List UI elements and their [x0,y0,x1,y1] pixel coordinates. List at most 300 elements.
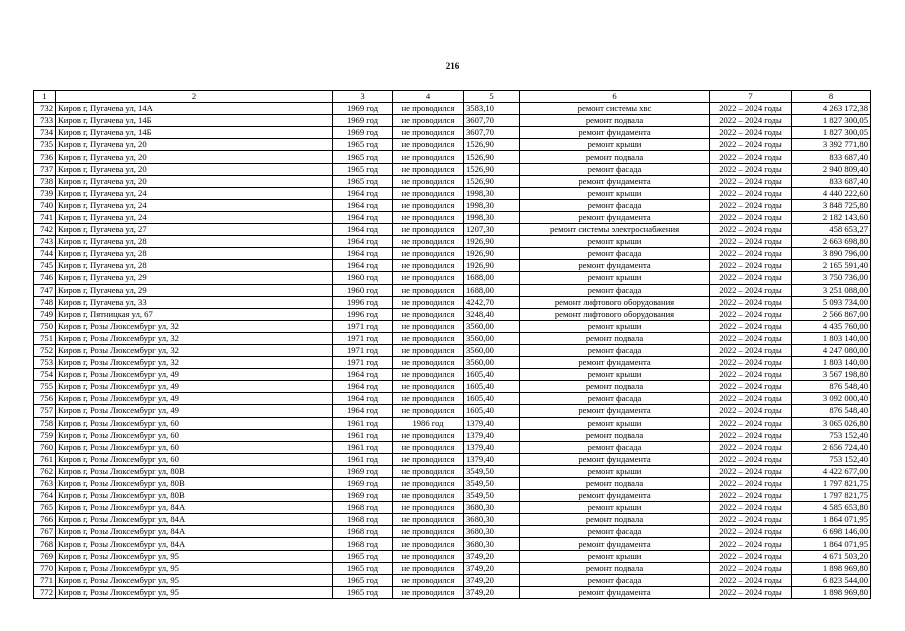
cell-work-type: ремонт подвала [520,381,710,393]
cell-construction-year: 1961 год [333,417,393,429]
cell-address: Киров г, Розы Люксембург ул, 49 [56,405,333,417]
table-row [34,550,871,562]
cell-period: 2022 – 2024 годы [710,139,792,151]
cell-last-overhaul-year: не проводился [393,381,464,393]
cell-work-type: ремонт подвала [520,115,710,127]
cell-cost: 2 940 809,40 [792,163,871,175]
table-row [34,490,871,502]
cell-construction-year: 1968 год [333,502,393,514]
cell-period: 2022 – 2024 годы [710,103,792,115]
cell-last-overhaul-year: не проводился [393,490,464,502]
table-row [34,187,871,199]
table-row [34,538,871,550]
cell-row-number: 760 [34,441,56,453]
table-row [34,163,871,175]
cell-work-type: ремонт крыши [520,187,710,199]
cell-address: Киров г, Пугачева ул, 14Б [56,115,333,127]
cell-cost: 3 251 088,00 [792,284,871,296]
cell-period: 2022 – 2024 годы [710,381,792,393]
cell-area: 3560,00 [464,357,520,369]
cell-period: 2022 – 2024 годы [710,115,792,127]
cell-address: Киров г, Розы Люксембург ул, 80В [56,465,333,477]
cell-last-overhaul-year: не проводился [393,224,464,236]
table-row [34,308,871,320]
cell-period: 2022 – 2024 годы [710,526,792,538]
cell-cost: 2 656 724,40 [792,441,871,453]
cell-address: Киров г, Пугачева ул, 20 [56,151,333,163]
column-number-2: 2 [56,91,333,103]
cell-cost: 3 848 725,80 [792,199,871,211]
cell-construction-year: 1969 год [333,115,393,127]
cell-construction-year: 1996 год [333,296,393,308]
column-number-8: 8 [792,91,871,103]
cell-cost: 2 566 867,00 [792,308,871,320]
cell-area: 1998,30 [464,187,520,199]
cell-row-number: 744 [34,248,56,260]
cell-last-overhaul-year: не проводился [393,538,464,550]
table-row [34,103,871,115]
table-row [34,236,871,248]
cell-last-overhaul-year: не проводился [393,369,464,381]
cell-address: Киров г, Розы Люксембург ул, 84А [56,502,333,514]
cell-area: 3560,00 [464,320,520,332]
cell-address: Киров г, Розы Люксембург ул, 32 [56,357,333,369]
table-row [34,211,871,223]
cell-last-overhaul-year: не проводился [393,586,464,598]
cell-construction-year: 1964 год [333,236,393,248]
cell-work-type: ремонт крыши [520,465,710,477]
cell-address: Киров г, Розы Люксембург ул, 95 [56,574,333,586]
cell-period: 2022 – 2024 годы [710,393,792,405]
cell-period: 2022 – 2024 годы [710,417,792,429]
cell-period: 2022 – 2024 годы [710,163,792,175]
table-row [34,139,871,151]
repair-register-table [33,90,871,599]
cell-cost: 2 663 698,80 [792,236,871,248]
cell-address: Киров г, Розы Люксембург ул, 80В [56,478,333,490]
cell-area: 3560,00 [464,344,520,356]
cell-last-overhaul-year: не проводился [393,478,464,490]
cell-last-overhaul-year: не проводился [393,175,464,187]
cell-address: Киров г, Пугачева ул, 24 [56,187,333,199]
table-row [34,405,871,417]
cell-period: 2022 – 2024 годы [710,502,792,514]
cell-period: 2022 – 2024 годы [710,224,792,236]
cell-last-overhaul-year: не проводился [393,526,464,538]
cell-work-type: ремонт подвала [520,562,710,574]
cell-work-type: ремонт фундамента [520,453,710,465]
cell-cost: 4 247 080,00 [792,344,871,356]
cell-row-number: 754 [34,369,56,381]
cell-period: 2022 – 2024 годы [710,344,792,356]
cell-last-overhaul-year: не проводился [393,357,464,369]
cell-construction-year: 1965 год [333,175,393,187]
cell-area: 1526,90 [464,175,520,187]
cell-cost: 876 548,40 [792,405,871,417]
cell-row-number: 736 [34,151,56,163]
cell-work-type: ремонт фундамента [520,211,710,223]
cell-cost: 3 567 198,80 [792,369,871,381]
cell-cost: 4 585 653,80 [792,502,871,514]
cell-row-number: 762 [34,465,56,477]
cell-work-type: ремонт подвала [520,478,710,490]
cell-area: 1605,40 [464,393,520,405]
cell-row-number: 750 [34,320,56,332]
cell-area: 3549,50 [464,465,520,477]
cell-period: 2022 – 2024 годы [710,574,792,586]
table-row [34,586,871,598]
cell-period: 2022 – 2024 годы [710,453,792,465]
cell-address: Киров г, Розы Люксембург ул, 49 [56,381,333,393]
cell-cost: 3 890 796,00 [792,248,871,260]
cell-last-overhaul-year: не проводился [393,284,464,296]
cell-cost: 2 182 143,60 [792,211,871,223]
cell-cost: 1 898 969,80 [792,562,871,574]
cell-work-type: ремонт фасада [520,199,710,211]
cell-work-type: ремонт фундамента [520,586,710,598]
cell-area: 1998,30 [464,199,520,211]
cell-address: Киров г, Пугачева ул, 28 [56,248,333,260]
cell-period: 2022 – 2024 годы [710,550,792,562]
cell-period: 2022 – 2024 годы [710,429,792,441]
cell-area: 1688,00 [464,284,520,296]
cell-period: 2022 – 2024 годы [710,236,792,248]
cell-period: 2022 – 2024 годы [710,465,792,477]
cell-cost: 4 671 503,20 [792,550,871,562]
cell-construction-year: 1968 год [333,526,393,538]
cell-period: 2022 – 2024 годы [710,369,792,381]
cell-address: Киров г, Пугачева ул, 20 [56,175,333,187]
cell-area: 3549,50 [464,490,520,502]
cell-construction-year: 1969 год [333,103,393,115]
table-row [34,320,871,332]
cell-row-number: 763 [34,478,56,490]
cell-cost: 1 803 140,00 [792,332,871,344]
cell-last-overhaul-year: не проводился [393,211,464,223]
cell-cost: 1 827 300,05 [792,115,871,127]
cell-work-type: ремонт подвала [520,332,710,344]
cell-row-number: 757 [34,405,56,417]
cell-row-number: 766 [34,514,56,526]
cell-area: 3248,40 [464,308,520,320]
cell-area: 1379,40 [464,417,520,429]
cell-cost: 3 392 771,80 [792,139,871,151]
cell-construction-year: 1964 год [333,248,393,260]
cell-construction-year: 1965 год [333,151,393,163]
cell-address: Киров г, Пугачева ул, 29 [56,284,333,296]
cell-last-overhaul-year: не проводился [393,187,464,199]
cell-cost: 3 750 736,00 [792,272,871,284]
cell-address: Киров г, Розы Люксембург ул, 60 [56,417,333,429]
cell-work-type: ремонт фасада [520,574,710,586]
cell-address: Киров г, Пугачева ул, 20 [56,163,333,175]
table-row [34,127,871,139]
cell-area: 3680,30 [464,514,520,526]
cell-period: 2022 – 2024 годы [710,586,792,598]
cell-area: 1926,90 [464,248,520,260]
table-row [34,175,871,187]
cell-row-number: 753 [34,357,56,369]
cell-area: 1207,30 [464,224,520,236]
cell-cost: 1 864 071,95 [792,514,871,526]
table-row [34,478,871,490]
cell-address: Киров г, Розы Люксембург ул, 84А [56,526,333,538]
cell-period: 2022 – 2024 годы [710,284,792,296]
cell-work-type: ремонт фасада [520,344,710,356]
cell-last-overhaul-year: не проводился [393,453,464,465]
cell-area: 3607,70 [464,115,520,127]
cell-row-number: 751 [34,332,56,344]
cell-row-number: 739 [34,187,56,199]
cell-last-overhaul-year: не проводился [393,465,464,477]
cell-cost: 458 653,27 [792,224,871,236]
table-row [34,514,871,526]
cell-period: 2022 – 2024 годы [710,272,792,284]
cell-construction-year: 1964 год [333,369,393,381]
cell-address: Киров г, Розы Люксембург ул, 80В [56,490,333,502]
cell-last-overhaul-year: не проводился [393,115,464,127]
cell-area: 3749,20 [464,562,520,574]
cell-address: Киров г, Розы Люксембург ул, 32 [56,344,333,356]
cell-cost: 1 864 071,95 [792,538,871,550]
cell-period: 2022 – 2024 годы [710,199,792,211]
cell-work-type: ремонт крыши [520,502,710,514]
cell-work-type: ремонт фасада [520,284,710,296]
cell-address: Киров г, Пугачева ул, 14Б [56,127,333,139]
cell-period: 2022 – 2024 годы [710,260,792,272]
cell-construction-year: 1969 год [333,490,393,502]
cell-row-number: 770 [34,562,56,574]
cell-row-number: 734 [34,127,56,139]
cell-work-type: ремонт крыши [520,139,710,151]
cell-cost: 6 823 544,00 [792,574,871,586]
cell-construction-year: 1968 год [333,514,393,526]
table-row [34,453,871,465]
cell-last-overhaul-year: не проводился [393,441,464,453]
cell-last-overhaul-year: не проводился [393,562,464,574]
cell-work-type: ремонт подвала [520,429,710,441]
cell-work-type: ремонт крыши [520,272,710,284]
cell-work-type: ремонт фундамента [520,490,710,502]
cell-work-type: ремонт фасада [520,526,710,538]
cell-address: Киров г, Пятницкая ул, 67 [56,308,333,320]
cell-address: Киров г, Пугачева ул, 33 [56,296,333,308]
cell-period: 2022 – 2024 годы [710,514,792,526]
cell-cost: 6 698 146,00 [792,526,871,538]
cell-address: Киров г, Пугачева ул, 27 [56,224,333,236]
table-row [34,526,871,538]
cell-row-number: 733 [34,115,56,127]
cell-last-overhaul-year: не проводился [393,344,464,356]
cell-area: 1605,40 [464,405,520,417]
cell-last-overhaul-year: 1986 год [393,417,464,429]
cell-area: 3607,70 [464,127,520,139]
cell-work-type: ремонт крыши [520,417,710,429]
cell-period: 2022 – 2024 годы [710,187,792,199]
cell-construction-year: 1964 год [333,260,393,272]
cell-cost: 4 263 172,38 [792,103,871,115]
column-number-5: 5 [464,91,520,103]
cell-row-number: 735 [34,139,56,151]
cell-last-overhaul-year: не проводился [393,514,464,526]
cell-cost: 4 422 677,00 [792,465,871,477]
cell-work-type: ремонт фундамента [520,538,710,550]
table-row [34,441,871,453]
cell-construction-year: 1996 год [333,308,393,320]
cell-cost: 1 797 821,75 [792,490,871,502]
cell-address: Киров г, Пугачева ул, 14А [56,103,333,115]
table-row [34,429,871,441]
cell-row-number: 758 [34,417,56,429]
cell-area: 1605,40 [464,381,520,393]
cell-address: Киров г, Розы Люксембург ул, 60 [56,453,333,465]
table-row [34,502,871,514]
cell-period: 2022 – 2024 годы [710,332,792,344]
table-row [34,151,871,163]
cell-construction-year: 1964 год [333,405,393,417]
table-body [34,103,871,599]
cell-work-type: ремонт подвала [520,514,710,526]
cell-row-number: 771 [34,574,56,586]
cell-area: 3680,30 [464,526,520,538]
cell-cost: 1 803 140,00 [792,357,871,369]
cell-construction-year: 1961 год [333,453,393,465]
cell-last-overhaul-year: не проводился [393,163,464,175]
cell-address: Киров г, Розы Люксембург ул, 84А [56,538,333,550]
cell-row-number: 747 [34,284,56,296]
table-row [34,272,871,284]
cell-last-overhaul-year: не проводился [393,127,464,139]
cell-construction-year: 1969 год [333,478,393,490]
cell-row-number: 749 [34,308,56,320]
cell-row-number: 755 [34,381,56,393]
cell-construction-year: 1971 год [333,332,393,344]
cell-address: Киров г, Пугачева ул, 28 [56,260,333,272]
cell-area: 1379,40 [464,429,520,441]
column-number-6: 6 [520,91,710,103]
cell-construction-year: 1961 год [333,441,393,453]
cell-work-type: ремонт фасада [520,248,710,260]
cell-cost: 833 687,40 [792,151,871,163]
cell-row-number: 738 [34,175,56,187]
cell-last-overhaul-year: не проводился [393,260,464,272]
cell-row-number: 764 [34,490,56,502]
cell-address: Киров г, Розы Люксембург ул, 84А [56,514,333,526]
cell-work-type: ремонт фасада [520,163,710,175]
cell-last-overhaul-year: не проводился [393,550,464,562]
cell-cost: 833 687,40 [792,175,871,187]
cell-period: 2022 – 2024 годы [710,175,792,187]
cell-cost: 1 797 821,75 [792,478,871,490]
cell-cost: 4 440 222,60 [792,187,871,199]
page-number: 216 [445,61,460,71]
cell-construction-year: 1965 год [333,574,393,586]
cell-construction-year: 1968 год [333,538,393,550]
cell-area: 3749,20 [464,574,520,586]
cell-period: 2022 – 2024 годы [710,296,792,308]
cell-construction-year: 1964 год [333,224,393,236]
cell-construction-year: 1964 год [333,381,393,393]
cell-work-type: ремонт фундамента [520,127,710,139]
table-row [34,332,871,344]
cell-address: Киров г, Пугачева ул, 20 [56,139,333,151]
cell-last-overhaul-year: не проводился [393,502,464,514]
cell-row-number: 745 [34,260,56,272]
cell-row-number: 772 [34,586,56,598]
cell-construction-year: 1969 год [333,465,393,477]
column-number-7: 7 [710,91,792,103]
column-number-1: 1 [34,91,56,103]
cell-address: Киров г, Пугачева ул, 29 [56,272,333,284]
cell-cost: 1 898 969,80 [792,586,871,598]
cell-period: 2022 – 2024 годы [710,441,792,453]
cell-address: Киров г, Пугачева ул, 28 [56,236,333,248]
cell-address: Киров г, Розы Люксембург ул, 95 [56,562,333,574]
table-row [34,224,871,236]
table-row [34,199,871,211]
cell-row-number: 741 [34,211,56,223]
cell-construction-year: 1969 год [333,127,393,139]
cell-construction-year: 1964 год [333,199,393,211]
cell-work-type: ремонт фасада [520,441,710,453]
cell-cost: 753 152,40 [792,429,871,441]
table-row [34,574,871,586]
cell-area: 1526,90 [464,139,520,151]
cell-last-overhaul-year: не проводился [393,151,464,163]
cell-work-type: ремонт крыши [520,320,710,332]
cell-period: 2022 – 2024 годы [710,248,792,260]
cell-row-number: 740 [34,199,56,211]
cell-period: 2022 – 2024 годы [710,405,792,417]
cell-area: 1379,40 [464,453,520,465]
cell-address: Киров г, Розы Люксембург ул, 60 [56,429,333,441]
cell-area: 3680,30 [464,538,520,550]
cell-work-type: ремонт фундамента [520,357,710,369]
cell-construction-year: 1961 год [333,429,393,441]
table-row [34,296,871,308]
cell-period: 2022 – 2024 годы [710,562,792,574]
cell-construction-year: 1965 год [333,562,393,574]
cell-cost: 4 435 760,00 [792,320,871,332]
cell-period: 2022 – 2024 годы [710,151,792,163]
cell-work-type: ремонт лифтового оборудования [520,308,710,320]
cell-last-overhaul-year: не проводился [393,405,464,417]
cell-last-overhaul-year: не проводился [393,103,464,115]
table-row [34,393,871,405]
cell-area: 1926,90 [464,260,520,272]
cell-area: 3560,00 [464,332,520,344]
table-row [34,562,871,574]
cell-address: Киров г, Розы Люксембург ул, 32 [56,320,333,332]
cell-last-overhaul-year: не проводился [393,139,464,151]
cell-work-type: ремонт крыши [520,369,710,381]
table-row [34,417,871,429]
cell-work-type: ремонт системы электроснабжения [520,224,710,236]
cell-area: 3680,30 [464,502,520,514]
cell-period: 2022 – 2024 годы [710,320,792,332]
cell-area: 1526,90 [464,151,520,163]
column-number-row [34,91,871,103]
cell-area: 4242,70 [464,296,520,308]
cell-cost: 753 152,40 [792,453,871,465]
cell-last-overhaul-year: не проводился [393,332,464,344]
table-row [34,115,871,127]
cell-row-number: 769 [34,550,56,562]
cell-work-type: ремонт фундамента [520,260,710,272]
cell-row-number: 761 [34,453,56,465]
table-row [34,465,871,477]
cell-address: Киров г, Пугачева ул, 24 [56,199,333,211]
